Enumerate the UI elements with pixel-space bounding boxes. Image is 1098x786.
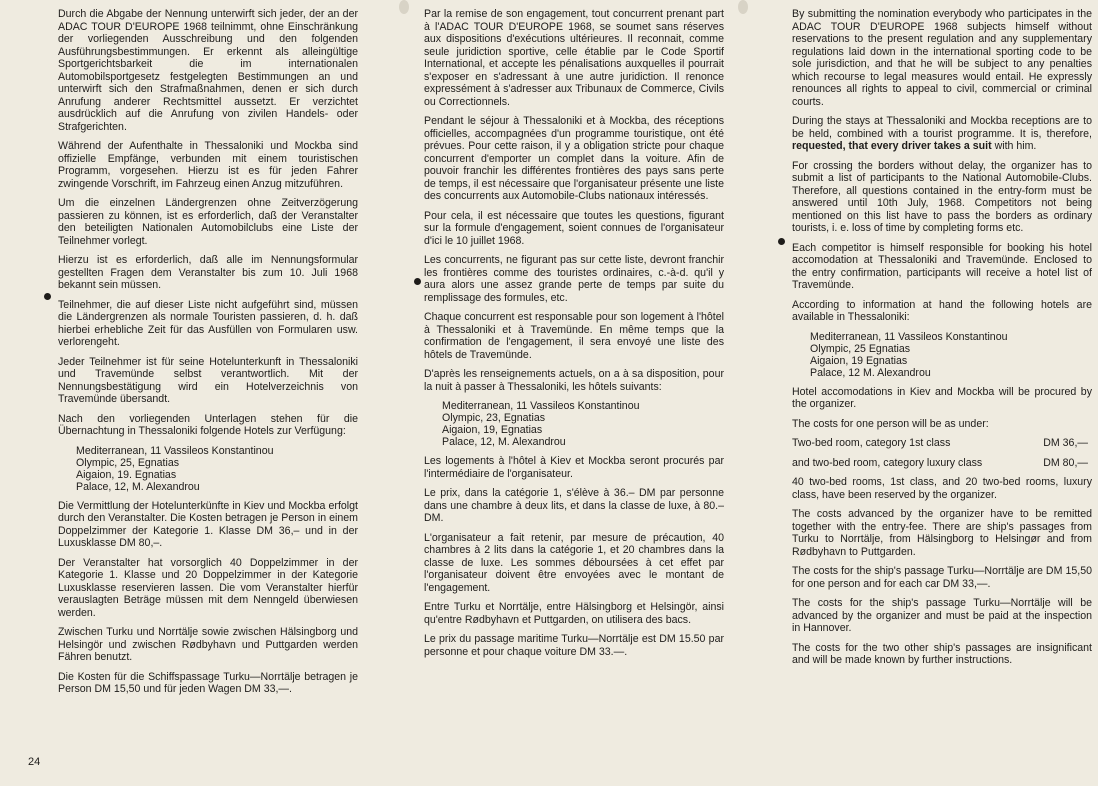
margin-bullet bbox=[414, 278, 421, 285]
page-number: 24 bbox=[28, 756, 41, 768]
english-paragraph: The costs advanced by the organizer have to be remitted together with the entry-fee. There are ship's passages from Turku to Norrtälje, from Hälsingborg to Helsingør and from Rødbyhavn to Puttgarden. bbox=[792, 508, 1092, 558]
hotel-entry: Aigaion, 19, Egnatias bbox=[442, 424, 543, 436]
german-hotel-list bbox=[76, 445, 358, 493]
english-paragraph: The costs for one person will be as under: bbox=[792, 417, 989, 430]
english-paragraph: For crossing the borders without delay, the organizer has to submit a list of participants to the National Automobile-Clubs. Therefore, all questions contained in the entry-form must be answered until 10th July, 1968. Competitors not being mentioned on this list have to pass the borders as ordinary tourists, i. e. loss of time by completing forms etc. bbox=[792, 159, 1092, 234]
french-paragraph: Chaque concurrent est responsable pour son logement à l'hôtel à Thessaloniki et à Travemünde. En même temps que la confirmation de l'engagement, il sera envoyé une liste des hôtels de Travemünde. bbox=[424, 311, 724, 361]
french-paragraph: Les concurrents, ne figurant pas sur cette liste, devront franchir les frontières comme des touristes ordinaires, c.-à-d. qu'il y aura alors une assez grande perte de temps par suite du remplissage des formules, etc. bbox=[424, 254, 724, 304]
english-paragraph bbox=[792, 115, 1092, 153]
french-paragraph: Les logements à l'hôtel à Kiev et Mockba seront procurés par l'intermédiaire de l'organisateur. bbox=[424, 455, 724, 480]
cost-label: Two-bed room, category 1st class bbox=[792, 437, 951, 449]
cost-row bbox=[792, 437, 1092, 450]
cost-value: DM 80,— bbox=[1043, 456, 1088, 469]
hotel-entry: Olympic, 25, Egnatias bbox=[76, 456, 180, 469]
german-paragraph: Durch die Abgabe der Nennung unterwirft sich jeder, der an der ADAC TOUR D'EUROPE 1968 teilnimmt, ohne Einschränkung der vorliegenden Ausschreibung und den folgenden Ausführungsbestimmungen. Er erkennt als alleingültige Sportgerichtsbarkeit die im internationalen Automobilsportgesetz festgelegten Bestimmungen an und unterwirft sich den Strafmaßnahmen, denen er sich durch Anrufung anderer Rechtsmittel aussetzt. Er verzichtet ausdrücklich auf die Anrufung von zivilen Handels- oder Strafgerichten. bbox=[58, 8, 358, 133]
german-paragraph: Die Vermittlung der Hotelunterkünfte in Kiev und Mockba erfolgt durch den Veranstalter. Die Kosten betragen je Person in einem Doppelzimmer der Kategorie 1. Klasse DM 36,– und in der Luxusklasse DM 80,–. bbox=[58, 499, 358, 549]
english-paragraph: The costs for the two other ship's passages are insignificant and will be made known by further instructions. bbox=[792, 641, 1092, 666]
margin-bullet bbox=[778, 238, 785, 245]
french-paragraph: Entre Turku et Norrtälje, entre Hälsingborg et Helsingör, ainsi qu'entre Rødbyhavn et Puttgarden, on utilisera des bacs. bbox=[424, 601, 724, 626]
german-paragraph: Um die einzelnen Ländergrenzen ohne Zeitverzögerung passieren zu können, ist es erforderlich, daß der Veranstalter den beteiligten Nationalen Automobilclubs eine Liste der Teilnehmer vorlegt. bbox=[58, 197, 358, 247]
french-column bbox=[424, 8, 724, 665]
binding-hole bbox=[738, 0, 748, 14]
french-paragraph: Par la remise de son engagement, tout concurrent prenant part à l'ADAC TOUR D'EUROPE 1968, se soumet sans réserves aux dispositions d'exécutions ultérieures. Il reconnait, comme seule juridiction sportive, celle établie par le Code Sportif International, et accepte les pénalisations auxquelles il pourrait s'exposer en s'adressant à une autre juridiction. Il renonce expressément à s'adresser aux Tribunaux de Commerce, Civils ou Correctionnels. bbox=[424, 8, 724, 108]
english-text: During the stays at Thessaloniki and Mockba receptions are to be held, combined with a tourist programme. It is, therefore, bbox=[792, 115, 1092, 140]
german-paragraph: Teilnehmer, die auf dieser Liste nicht aufgeführt sind, müssen die Ländergrenzen als normale Touristen passieren, d. h. daß hierbei erhebliche Zeit für das Ausfüllen von Formularen usw. verlorengeht. bbox=[58, 298, 358, 348]
english-paragraph: Each competitor is himself responsible for booking his hotel accomodation at Thessaloniki and Travemünde. Enclosed to the entry confirmation, participants will receive a hotel list of Travemünde. bbox=[792, 241, 1092, 291]
german-paragraph: Die Kosten für die Schiffspassage Turku—Norrtälje betragen je Person DM 15,50 und für jeden Wagen DM 33,—. bbox=[58, 670, 358, 695]
german-paragraph: Jeder Teilnehmer ist für seine Hotelunterkunft in Thessaloniki und Travemünde selbst verantwortlich. Mit der Nennungsbestätigung wird ein Hotelverzeichnis von Travemünde übersandt. bbox=[58, 355, 358, 405]
french-paragraph: L'organisateur a fait retenir, par mesure de précaution, 40 chambres à 2 lits dans la catégorie 1, et 20 chambres dans la classe de luxe. Les sommes déboursées à cet effet par l'organisateur doivent être envoyées avec le montant de l'engagement. bbox=[424, 531, 724, 594]
hotel-entry: Mediterranean, 11 Vassileos Konstantinou bbox=[442, 400, 640, 412]
german-paragraph: Während der Aufenthalte in Thessaloniki und Mockba sind offizielle Empfänge, verbunden mit einem touristischen Programm, vorgesehen. Hierzu ist es für jeden Fahrer zwingende Vorschrift, im Fahrzeug einen Anzug mitzuführen. bbox=[58, 140, 358, 190]
binding-hole bbox=[399, 0, 409, 14]
french-paragraph: Le prix, dans la catégorie 1, s'élève à 36.– DM par personne dans une chambre à deux lits, et dans la classe de luxe, à 80.– DM. bbox=[424, 487, 724, 524]
hotel-entry: Olympic, 25 Egnatias bbox=[810, 342, 911, 355]
english-hotel-list bbox=[810, 331, 1092, 379]
hotel-entry: Aigaion, 19. Egnatias bbox=[76, 468, 177, 481]
german-column bbox=[58, 8, 358, 703]
german-paragraph: Zwischen Turku und Norrtälje sowie zwischen Hälsingborg und Helsingör und zwischen Rødbyhavn und Puttgarden werden Fähren benutzt. bbox=[58, 626, 358, 663]
french-paragraph: Pour cela, il est nécessaire que toutes les questions, figurant sur la formule d'engagement, soient connues de l'organisateur d'ici le 10 juillet 1968. bbox=[424, 209, 724, 247]
english-paragraph: Hotel accomodations in Kiev and Mockba will be procured by the organizer. bbox=[792, 385, 1092, 410]
hotel-entry: Palace, 12, M. Alexandrou bbox=[76, 480, 200, 493]
english-paragraph: 40 two-bed rooms, 1st class, and 20 two-bed rooms, luxury class, have been reserved by the organizer. bbox=[792, 476, 1092, 501]
hotel-entry: Palace, 12, M. Alexandrou bbox=[442, 436, 566, 448]
german-paragraph: Der Veranstalter hat vorsorglich 40 Doppelzimmer in der Kategorie 1. Klasse und 20 Doppelzimmer in der Kategorie Luxusklasse reservieren lassen. Die vom Veranstalter hierfür verauslagten Beträge müssen mit dem Nenngeld überwiesen werden. bbox=[58, 556, 358, 619]
french-paragraph: Pendant le séjour à Thessaloniki et à Mockba, des réceptions officielles, accompagnées d'un programme touristique, ont été prévues. Pour cette raison, il y a obligation stricte pour chaque concurrent d'emporter un complet dans la voiture. Afin de pouvoir franchir les différentes frontières des pays sans perte de temps, il est nécessaire que l'organisateur présente une liste des concurrents aux Automobile-Clubs nationaux intéressés. bbox=[424, 115, 724, 202]
english-column bbox=[792, 8, 1092, 674]
french-paragraph: Le prix du passage maritime Turku—Norrtälje est DM 15.50 par personne et pour chaque voiture DM 33.—. bbox=[424, 633, 724, 658]
german-paragraph: Hierzu ist es erforderlich, daß alle im Nennungsformular gestellten Fragen dem Veranstalter bis zum 10. Juli 1968 bekannt sein müssen. bbox=[58, 254, 358, 291]
cost-label: and two-bed room, category luxury class bbox=[792, 456, 983, 469]
french-paragraph: D'après les renseignements actuels, on a à sa disposition, pour la nuit à passer à Thessaloniki, les hôtels suivants: bbox=[424, 368, 724, 393]
english-emphasis: requested, that every driver takes a suit bbox=[792, 140, 992, 152]
hotel-entry: Mediterranean, 11 Vassileos Konstantinou bbox=[76, 444, 274, 457]
cost-value: DM 36,— bbox=[1043, 437, 1088, 449]
english-paragraph: The costs for the ship's passage Turku—Norrtälje will be advanced by the organizer and must be paid at the inspection in Hannover. bbox=[792, 597, 1092, 634]
hotel-entry: Mediterranean, 11 Vassileos Konstantinou bbox=[810, 330, 1008, 343]
english-paragraph: According to information at hand the following hotels are available in Thessaloniki: bbox=[792, 298, 1092, 323]
hotel-entry: Palace, 12 M. Alexandrou bbox=[810, 366, 931, 379]
english-paragraph: The costs for the ship's passage Turku—Norrtälje are DM 15,50 for one person and for each car DM 33,—. bbox=[792, 565, 1092, 590]
english-paragraph: By submitting the nomination everybody who participates in the ADAC TOUR D'EUROPE 1968 subjects himself without reservations to the present regulation and any supplementary regulations laid down in the international sporting code to be sole jurisdiction, and that he will be subject to any penalties which recourse to legal measures would entail. He expressly renounces all rights to appeal to civil, commercial or criminal courts. bbox=[792, 8, 1092, 108]
french-hotel-list bbox=[442, 400, 724, 448]
hotel-entry: Olympic, 23, Egnatias bbox=[442, 412, 546, 424]
english-text: with him. bbox=[994, 140, 1037, 152]
hotel-entry: Aigaion, 19 Egnatias bbox=[810, 354, 908, 367]
german-paragraph: Nach den vorliegenden Unterlagen stehen für die Übernachtung in Thessaloniki folgende Hotels zur Verfügung: bbox=[58, 412, 358, 437]
margin-bullet bbox=[44, 293, 51, 300]
cost-row bbox=[792, 457, 1092, 470]
